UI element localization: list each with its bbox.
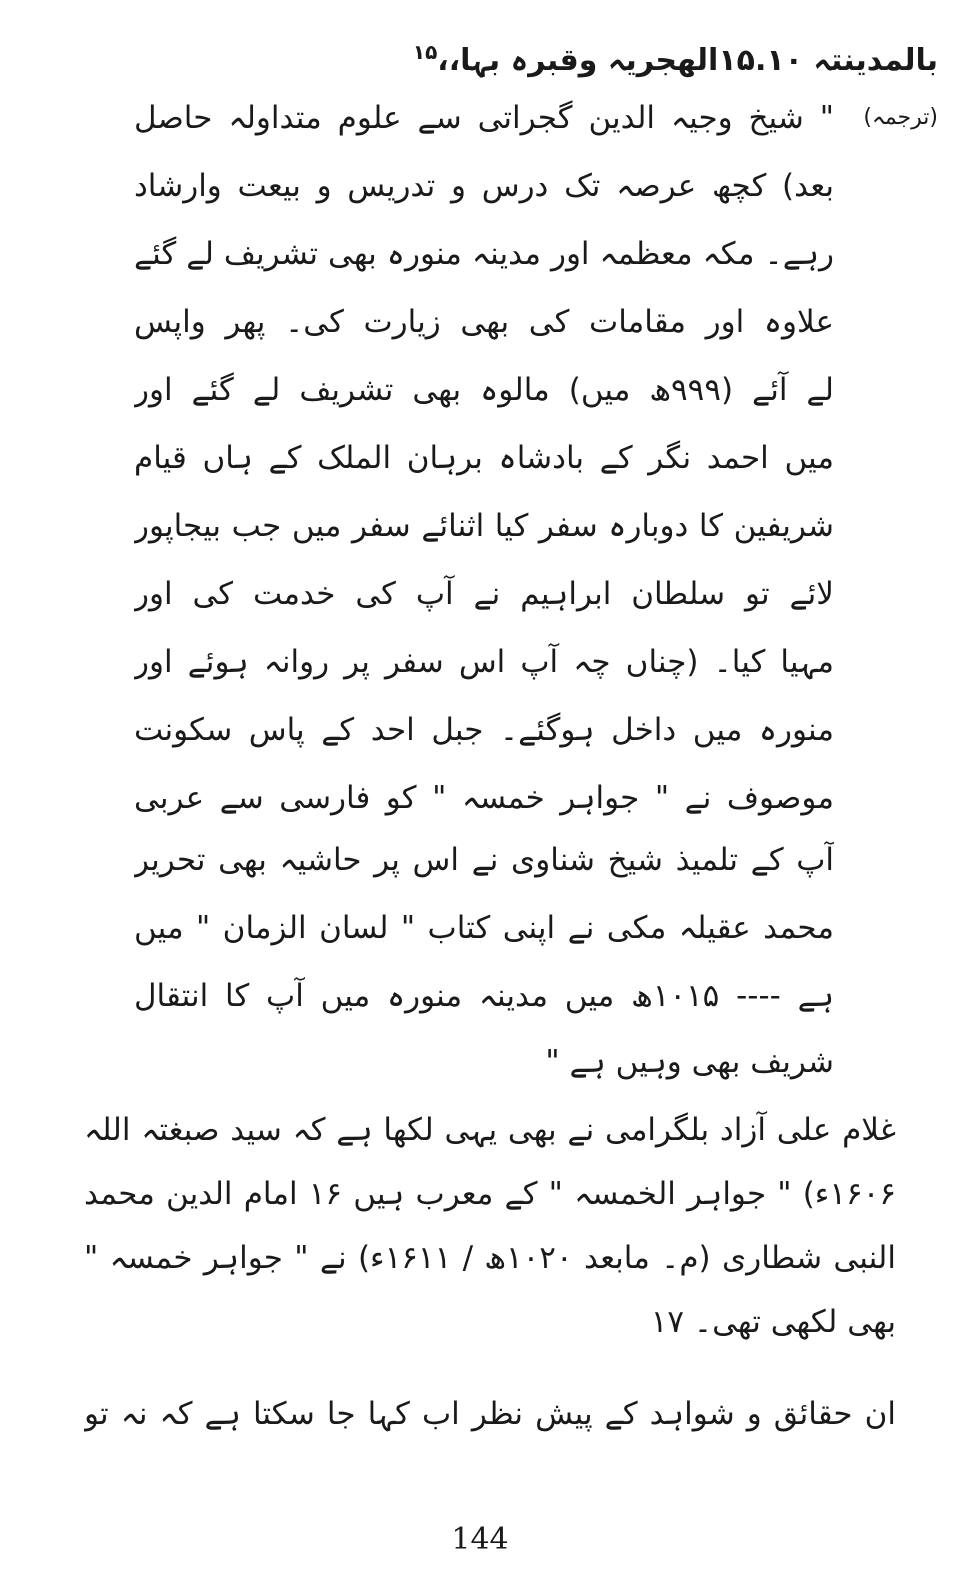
header-line xyxy=(413,30,938,83)
body-line: النبی شطاری (م۔ مابعد ۱۰۲۰ھ / ۱۶۱۱ء) نے " جواہر خمسہ " xyxy=(84,1240,896,1276)
quote-line: آپ کے تلمیذ شیخ شناوی نے اس پر حاشیہ بھی تحریر xyxy=(134,842,834,878)
quote-line: رہے۔ مکہ معظمہ اور مدینہ منورہ بھی تشریف لے گئے xyxy=(134,236,834,272)
header-text: بالمدینتہ ۱۵.۱۰الھجریہ وقبرہ بہا،، xyxy=(437,43,938,78)
quote-line: بعد) کچھ عرصہ تک درس و تدریس و بیعت وارشاد xyxy=(134,168,834,204)
quote-line: لائے تو سلطان ابراہیم نے آپ کی خدمت کی اور xyxy=(134,576,834,612)
body-line: بھی لکھی تھی۔ ۱۷ xyxy=(650,1304,896,1340)
quote-line: شریف بھی وہیں ہے " xyxy=(545,1044,834,1080)
body-line: ۱۶۰۶ء) " جواہر الخمسہ " کے معرب ہیں ۱۶ امام الدین محمد xyxy=(84,1176,896,1212)
quote-line: منورہ میں داخل ہوگئے۔ جبل احد کے پاس سکونت xyxy=(134,712,834,748)
quote-line: شریفین کا دوبارہ سفر کیا اثنائے سفر میں جب بیجاپور xyxy=(134,508,834,544)
body-line: غلام علی آزاد بلگرامی نے بھی یہی لکھا ہے کہ سید صبغتہ اللہ xyxy=(84,1112,896,1148)
quote-line: مہیا کیا۔ (چناں چہ آپ اس سفر پر روانہ ہوئے اور xyxy=(134,644,834,680)
translation-label: (ترجمہ) xyxy=(863,105,938,130)
body-line: ان حقائق و شواہد کے پیش نظر اب کہا جا سکتا ہے کہ نہ تو xyxy=(84,1396,896,1432)
page-number: 144 xyxy=(451,1522,509,1557)
quote-line: میں احمد نگر کے بادشاہ برہان الملک کے ہاں قیام xyxy=(134,440,834,476)
quote-line: لے آئے (۹۹۹ھ میں) مالوہ بھی تشریف لے گئے اور xyxy=(134,372,834,408)
quote-line: محمد عقیلہ مکی نے اپنی کتاب " لسان الزمان " میں xyxy=(134,910,834,946)
quote-line: موصوف نے " جواہر خمسہ " کو فارسی سے عربی xyxy=(134,780,834,816)
quote-line: ہے ---- ۱۰۱۵ھ میں مدینہ منورہ میں آپ کا انتقال xyxy=(134,978,834,1014)
quote-line: " شیخ وجیہ الدین گجراتی سے علوم متداولہ حاصل xyxy=(134,100,834,136)
header-footnote-marker: ۱۵ xyxy=(412,40,438,64)
quote-line: علاوہ اور مقامات کی بھی زیارت کی۔ پھر واپس xyxy=(134,304,834,340)
